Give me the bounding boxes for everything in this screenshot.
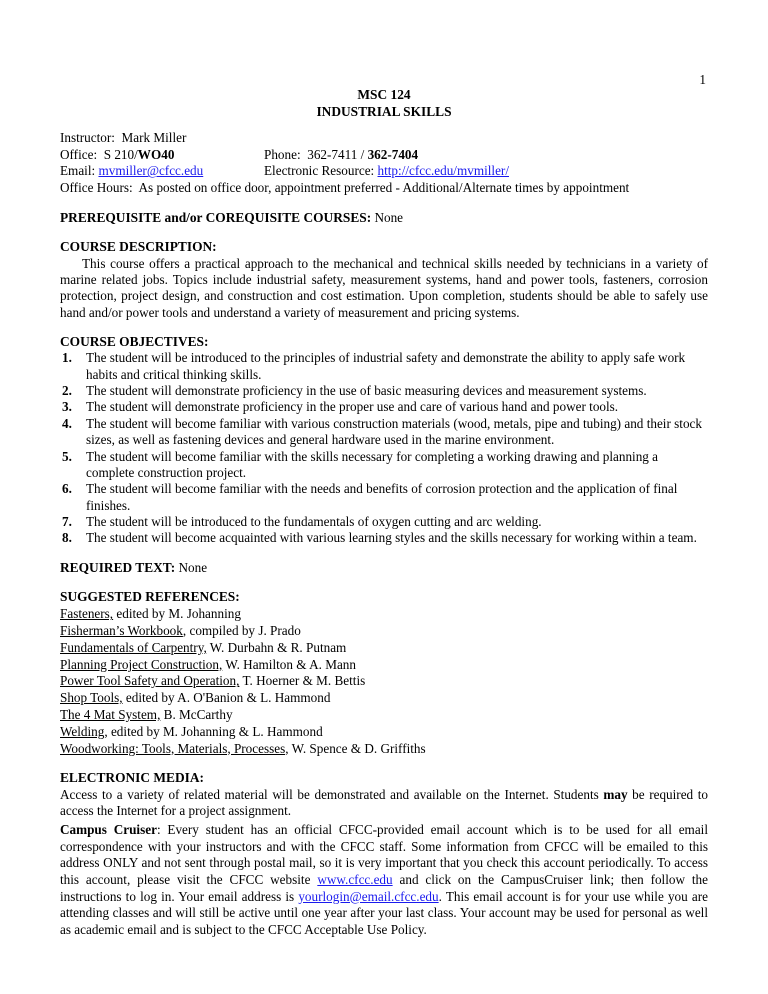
document-content bbox=[60, 86, 708, 939]
email-label: Email: bbox=[60, 163, 96, 179]
reference-title: The 4 Mat System, bbox=[60, 706, 161, 722]
electronic-media-heading: ELECTRONIC MEDIA: bbox=[60, 770, 204, 786]
reference-title: Fundamentals of Carpentry, bbox=[60, 639, 207, 655]
office-label: Office: bbox=[60, 146, 98, 162]
campus-cruiser-part3: . This email account is for your use while you are attending classes and will still be active until one year after your last class. Your account may be used for personal as well as academic email and is subject to the CFCC Acceptable Use Policy. bbox=[60, 888, 708, 938]
reference-title: Planning Project Construction, bbox=[60, 656, 223, 672]
document-title-block bbox=[60, 86, 708, 121]
electronic-media-section bbox=[60, 770, 708, 939]
campus-cruiser-paragraph bbox=[60, 822, 708, 939]
course-objectives-list bbox=[60, 350, 708, 546]
reference-item bbox=[60, 707, 708, 724]
instructor-label: Instructor: bbox=[60, 129, 115, 145]
objective-item: The student will demonstrate proficiency in the use of basic measuring devices and measurement systems. bbox=[86, 383, 647, 399]
instructor-row bbox=[60, 130, 708, 147]
course-description-section bbox=[60, 239, 708, 321]
campus-cruiser-part1: : Every student has an official CFCC-provided email account which is to be used for all email correspondence with your instructors and with the CFCC staff. Some information from CFCC will be emailed to this address ONLY and not sent through postal mail, so it is very important that you check this account periodically. To access this account, please visit the CFCC website bbox=[60, 821, 708, 888]
course-description-heading: COURSE DESCRIPTION: bbox=[60, 239, 217, 255]
instructor-info-block bbox=[60, 130, 708, 197]
reference-title: Fasteners, bbox=[60, 606, 114, 622]
resource-label: Electronic Resource: bbox=[264, 163, 375, 179]
required-text-heading: REQUIRED TEXT: bbox=[60, 559, 176, 575]
phone-label: Phone: bbox=[264, 146, 301, 162]
suggested-references-heading: SUGGESTED REFERENCES: bbox=[60, 589, 240, 605]
email-resource-row bbox=[60, 163, 708, 180]
reference-authors: B. McCarthy bbox=[160, 706, 233, 722]
email-cell bbox=[60, 163, 264, 180]
office-hours-value: As posted on office door, appointment preferred - Additional/Alternate times by appointment bbox=[138, 180, 630, 196]
page-number: 1 bbox=[699, 72, 706, 87]
electronic-media-access-paragraph bbox=[60, 787, 708, 820]
objective-item: The student will be introduced to the fundamentals of oxygen cutting and arc welding. bbox=[86, 513, 542, 529]
office-hours-row bbox=[60, 180, 708, 197]
course-title: INDUSTRIAL SKILLS bbox=[316, 104, 452, 120]
objective-item: The student will become familiar with various construction materials (wood, metals, pipe and tubing) and their stock sizes, as well as fastening devices and general hardware used in the marine environment. bbox=[86, 415, 702, 448]
reference-item bbox=[60, 741, 708, 758]
objective-item: The student will become familiar with the skills necessary for completing a working drawing and planning a complete construction project. bbox=[86, 448, 659, 480]
reference-item bbox=[60, 623, 708, 640]
reference-item bbox=[60, 673, 708, 690]
reference-authors: edited by A. O'Banion & L. Hammond bbox=[122, 690, 331, 706]
objective-item: The student will demonstrate proficiency in the proper use and care of various hand and power tools. bbox=[86, 399, 619, 415]
instructor-email-link[interactable]: mvmiller@cfcc.edu bbox=[98, 163, 204, 179]
objective-item: The student will become acquainted with various learning styles and the skills necessary for working within a team. bbox=[86, 530, 697, 546]
instructor-name: Mark Miller bbox=[121, 129, 187, 145]
access-text-bold: may bbox=[603, 786, 628, 802]
reference-authors: W. Hamilton & A. Mann bbox=[222, 656, 356, 672]
reference-item bbox=[60, 640, 708, 657]
campus-cruiser-part2: and click on the CampusCruiser link; then follow the instructions to log in. Your email address is bbox=[60, 872, 708, 904]
reference-authors: edited by M. Johanning bbox=[113, 606, 241, 622]
campus-cruiser-label: Campus Cruiser bbox=[60, 821, 157, 837]
reference-title: Shop Tools, bbox=[60, 690, 123, 706]
reference-item bbox=[60, 724, 708, 741]
reference-authors: W. Spence & D. Griffiths bbox=[288, 740, 426, 756]
suggested-references-section bbox=[60, 589, 708, 757]
prerequisite-value: None bbox=[374, 209, 404, 225]
office-phone-row bbox=[60, 147, 708, 164]
course-description-body: This course offers a practical approach to the mechanical and technical skills needed by technicians in a variety of marine related jobs. Topics include industrial safety, measurement systems, hand and power tools, fasteners, corrosion protection, project design, and construction and cost estimation. Upon completion, students should be able to safely use hand and/or power tools and understand a variety of measurement and pricing systems. bbox=[60, 255, 708, 320]
office-hours-label: Office Hours: bbox=[60, 180, 133, 196]
reference-authors: T. Hoerner & M. Bettis bbox=[239, 673, 366, 689]
reference-item bbox=[60, 690, 708, 707]
prerequisite-heading: PREREQUISITE and/or COREQUISITE COURSES: bbox=[60, 209, 372, 225]
reference-title: Welding bbox=[60, 723, 105, 739]
reference-item bbox=[60, 657, 708, 674]
reference-authors: , compiled by J. Prado bbox=[182, 623, 301, 639]
suggested-references-list bbox=[60, 606, 708, 757]
course-code: MSC 124 bbox=[357, 87, 411, 102]
objective-item: The student will become familiar with the needs and benefits of corrosion protection and the application of final finishes. bbox=[86, 481, 678, 513]
prerequisite-section bbox=[60, 210, 708, 226]
reference-title: Fisherman’s Workbook bbox=[60, 623, 183, 639]
reference-title: Woodworking: Tools, Materials, Processes, bbox=[60, 740, 289, 756]
office-cell bbox=[60, 147, 264, 164]
reference-authors: W. Durbahn & R. Putnam bbox=[206, 639, 347, 655]
phone-value: 362-7411 / bbox=[307, 146, 368, 162]
access-text-part1: Access to a variety of related material will be demonstrated and available on the Internet. Students bbox=[60, 786, 604, 802]
access-text-part2: be required to access the Internet for a project assignment. bbox=[60, 786, 708, 819]
phone-value-bold: 362-7404 bbox=[367, 146, 419, 162]
cfcc-website-link[interactable]: www.cfcc.edu bbox=[317, 872, 393, 888]
student-email-link[interactable]: yourlogin@email.cfcc.edu bbox=[298, 888, 439, 904]
electronic-resource-link[interactable]: http://cfcc.edu/mvmiller/ bbox=[377, 163, 509, 179]
reference-authors: , edited by M. Johanning & L. Hammond bbox=[104, 723, 323, 739]
required-text-value: None bbox=[178, 559, 208, 575]
reference-item bbox=[60, 606, 708, 623]
office-value: S 210/ bbox=[103, 146, 138, 162]
course-objectives-section bbox=[60, 334, 708, 547]
required-text-section bbox=[60, 560, 708, 576]
course-objectives-heading: COURSE OBJECTIVES: bbox=[60, 334, 209, 350]
reference-title: Power Tool Safety and Operation, bbox=[60, 673, 240, 689]
office-value-bold: WO40 bbox=[137, 146, 175, 162]
objective-item: The student will be introduced to the principles of industrial safety and demonstrate the ability to apply safe work habits and critical thinking skills. bbox=[86, 350, 686, 382]
